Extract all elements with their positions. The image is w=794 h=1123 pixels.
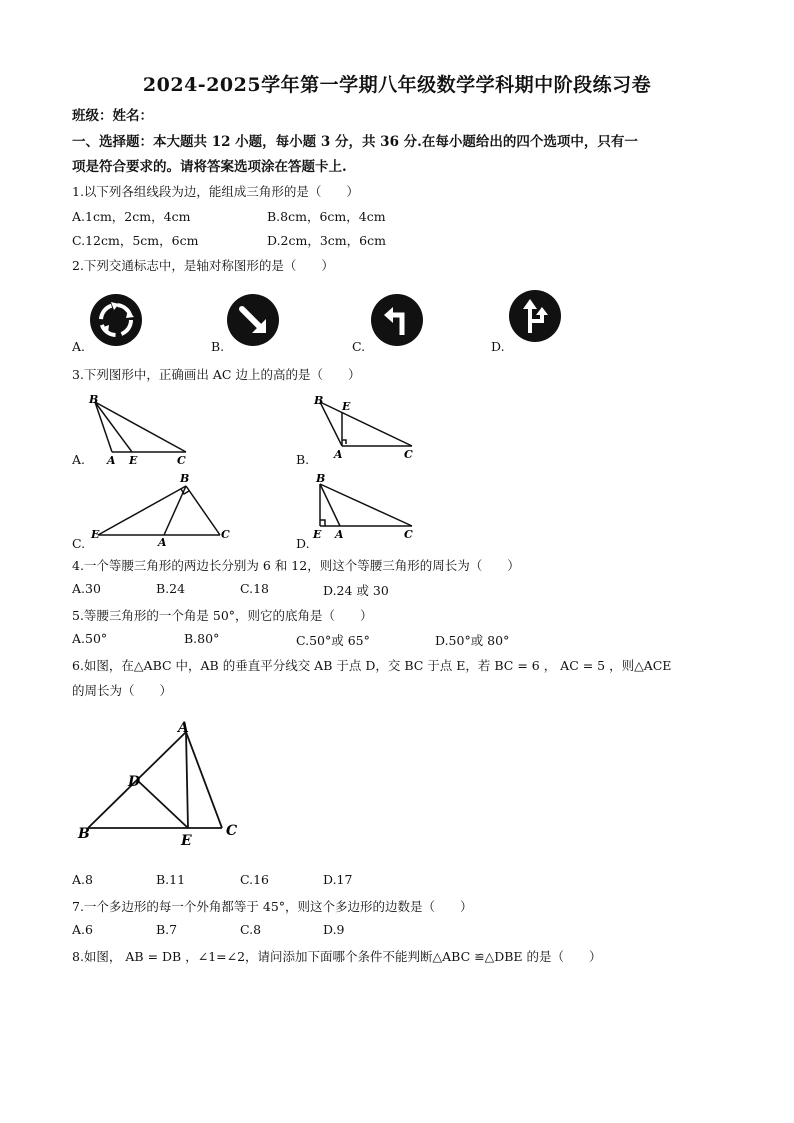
- triangle-figure-b: [308, 392, 420, 460]
- q4-option-c: C.18: [240, 581, 269, 596]
- triangle-figure-c: [88, 470, 238, 546]
- q6-triangle-figure: [74, 718, 244, 848]
- q2-option-a: A.: [72, 339, 86, 354]
- point-label-b: B: [314, 394, 324, 407]
- q7-stem: 7.一个多边形的每一个外角都等于 45°，则这个多边形的边数是（ ）: [72, 899, 473, 914]
- arrow-down-right-sign-icon: [226, 293, 286, 353]
- point-label-a: A: [107, 454, 116, 466]
- point-label-b: B: [316, 472, 326, 485]
- turn-left-sign-icon: [370, 293, 430, 353]
- q8-stem: 8.如图， AB = DB ，∠1=∠2，请问添加下面哪个条件不能判断△ABC ≌△DBE 的是（ ）: [72, 949, 602, 964]
- straight-or-right-sign-icon: [508, 289, 568, 349]
- q1-option-a: A.1cm，2cm，4cm: [72, 209, 191, 224]
- q2-option-b: B.: [211, 339, 225, 354]
- q6-option-d: D.17: [323, 872, 353, 887]
- q6-stem-line1: 6.如图，在△ABC 中，AB 的垂直平分线交 AB 于点 D，交 BC 于点 E，若 BC = 6 ， AC = 5 ，则△ACE: [72, 658, 672, 673]
- q7-option-d: D.9: [323, 922, 345, 937]
- q6-option-b: B.11: [156, 872, 186, 887]
- point-label-a: A: [178, 720, 189, 736]
- q3-option-b: B.: [296, 452, 310, 467]
- q2-stem: 2.下列交通标志中，是轴对称图形的是（ ）: [72, 258, 334, 273]
- q5-stem: 5.等腰三角形的一个角是 50°，则它的底角是（ ）: [72, 608, 373, 623]
- q4-option-b: B.24: [156, 581, 186, 596]
- point-label-d: D: [128, 774, 141, 790]
- point-label-b: B: [89, 393, 99, 406]
- q6-option-a: A.8: [72, 872, 93, 887]
- q2-option-d: D.: [491, 339, 505, 354]
- point-label-c: C: [226, 823, 238, 839]
- q7-option-b: B.7: [156, 922, 178, 937]
- point-label-e: E: [342, 400, 351, 413]
- q3-option-d: D.: [296, 536, 310, 551]
- q2-option-c: C.: [352, 339, 366, 354]
- q3-stem: 3.下列图形中，正确画出 AC 边上的高的是（ ）: [72, 367, 361, 382]
- point-label-b: B: [180, 472, 190, 485]
- point-label-a: A: [334, 448, 343, 460]
- point-label-c: C: [177, 454, 186, 466]
- triangle-figure-a: [86, 390, 196, 466]
- q6-option-c: C.16: [240, 872, 269, 887]
- q1-option-b: B.8cm，6cm，4cm: [267, 209, 386, 224]
- point-label-e: E: [129, 454, 138, 466]
- q1-stem: 1.以下列各组线段为边，能组成三角形的是（ ）: [72, 184, 359, 199]
- class-name-label: 班级：姓名：: [72, 108, 153, 124]
- q3-option-c: C.: [72, 536, 86, 551]
- q1-option-d: D.2cm，3cm，6cm: [267, 233, 386, 248]
- point-label-a: A: [335, 528, 344, 541]
- section-heading-line1: 一、选择题：本大题共 12 小题，每小题 3 分，共 36 分.在每小题给出的四个选项中，只有一: [72, 134, 638, 150]
- q4-option-a: A.30: [72, 581, 101, 596]
- q6-stem-line2: 的周长为（ ）: [72, 683, 173, 698]
- q5-option-a: A.50°: [72, 631, 108, 646]
- q7-option-a: A.6: [72, 922, 93, 937]
- point-label-c: C: [221, 528, 230, 541]
- q5-option-c: C.50°或 65°: [296, 633, 370, 648]
- q1-option-c: C.12cm，5cm，6cm: [72, 233, 199, 248]
- point-label-e: E: [313, 528, 322, 541]
- section-heading-line2: 项是符合要求的。请将答案选项涂在答题卡上.: [72, 159, 347, 175]
- point-label-c: C: [404, 448, 413, 460]
- page-title: 2024-2025学年第一学期八年级数学学科期中阶段练习卷: [142, 74, 652, 96]
- q4-stem: 4.一个等腰三角形的两边长分别为 6 和 12，则这个等腰三角形的周长为（ ）: [72, 558, 520, 573]
- point-label-e: E: [91, 528, 100, 541]
- q7-option-c: C.8: [240, 922, 262, 937]
- point-label-e: E: [181, 833, 192, 848]
- q5-option-d: D.50°或 80°: [435, 633, 510, 648]
- q5-option-b: B.80°: [184, 631, 220, 646]
- point-label-a: A: [158, 536, 167, 546]
- q3-option-a: A.: [72, 452, 86, 467]
- point-label-b: B: [78, 826, 90, 842]
- point-label-c: C: [404, 528, 413, 541]
- roundabout-sign-icon: [88, 292, 148, 352]
- triangle-figure-d: [308, 470, 420, 546]
- q4-option-d: D.24 或 30: [323, 583, 389, 598]
